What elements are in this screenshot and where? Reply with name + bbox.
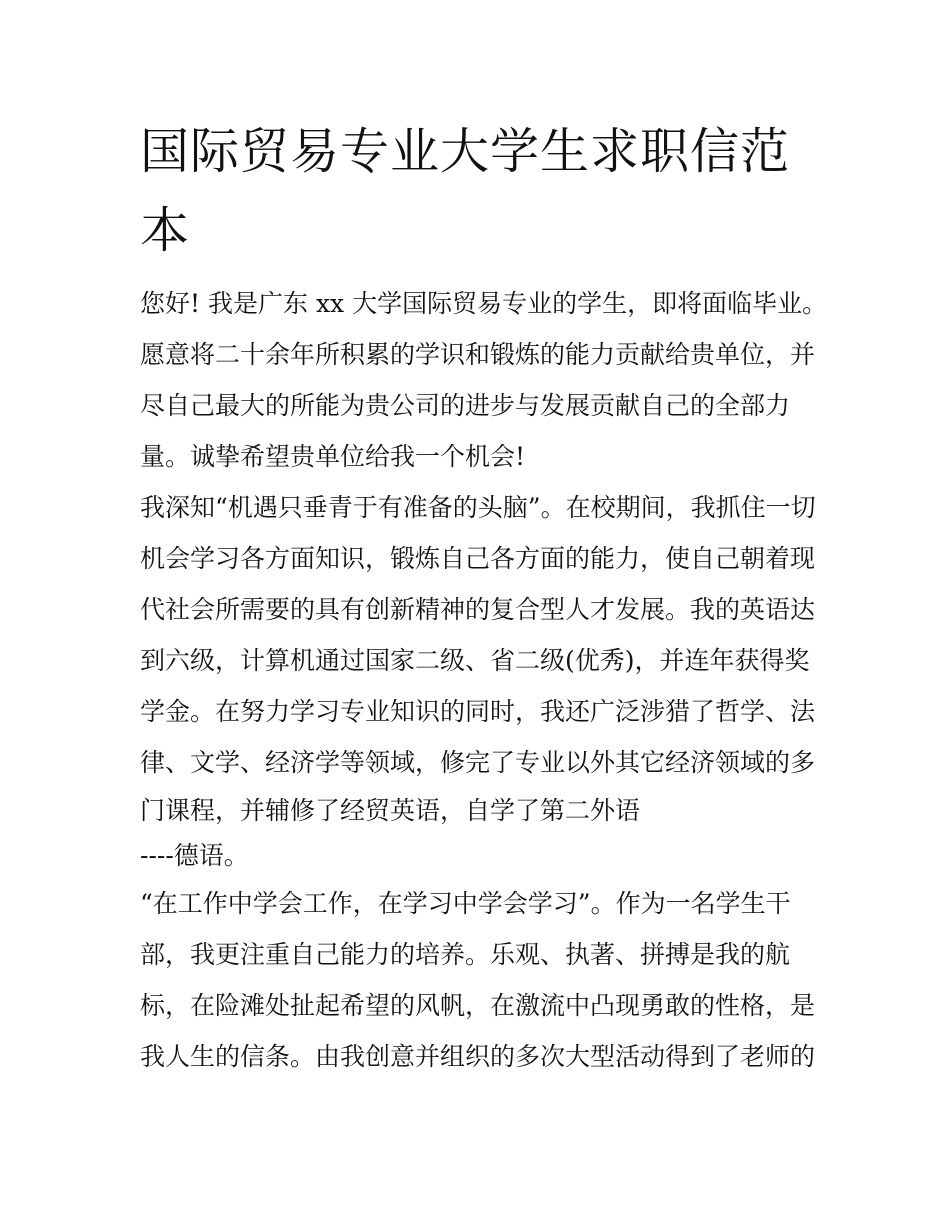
body-line: 部，我更注重自己能力的培养。乐观、执著、拼搏是我的航 <box>140 940 791 969</box>
body-line: 学金。在努力学习专业知识的同时，我还广泛涉猎了哲学、法 <box>140 697 816 726</box>
body-line: 量。诚挚希望贵单位给我一个机会! <box>140 442 526 471</box>
body-line: 律、文学、经济学等领域，修完了专业以外其它经济领域的多 <box>140 748 816 777</box>
body-line: 标，在险滩处扯起希望的风帆，在激流中凸现勇敢的性格，是 <box>140 991 816 1020</box>
body-line: 您好! 我是广东 xx 大学国际贸易专业的学生，即将面临毕业。 <box>140 289 828 318</box>
body-line: 到六级，计算机通过国家二级、省二级(优秀)，并连年获得奖 <box>140 646 810 675</box>
body-line: ----德语。 <box>140 841 249 870</box>
body-line: “在工作中学会工作，在学习中学会学习”。作为一名学生干 <box>140 889 791 918</box>
body-line: 我人生的信条。由我创意并组织的多次大型活动得到了老师的 <box>140 1042 816 1071</box>
title-line: 国际贸易专业大学生求职信范 <box>140 123 791 180</box>
letter-body <box>140 278 828 1082</box>
title-line: 本 <box>140 202 191 259</box>
body-line: 我深知“机遇只垂青于有准备的头脑”。在校期间，我抓住一切 <box>140 493 816 522</box>
body-line: 门课程，并辅修了经贸英语，自学了第二外语 <box>140 796 641 825</box>
body-line: 机会学习各方面知识，锻炼自己各方面的能力，使自己朝着现 <box>140 544 816 573</box>
body-line: 代社会所需要的具有创新精神的复合型人才发展。我的英语达 <box>140 595 816 624</box>
body-line: 尽自己最大的所能为贵公司的进步与发展贡献自己的全部力 <box>140 391 791 420</box>
body-line: 愿意将二十余年所积累的学识和锻炼的能力贡献给贵单位，并 <box>140 340 816 369</box>
document-title <box>140 112 820 270</box>
